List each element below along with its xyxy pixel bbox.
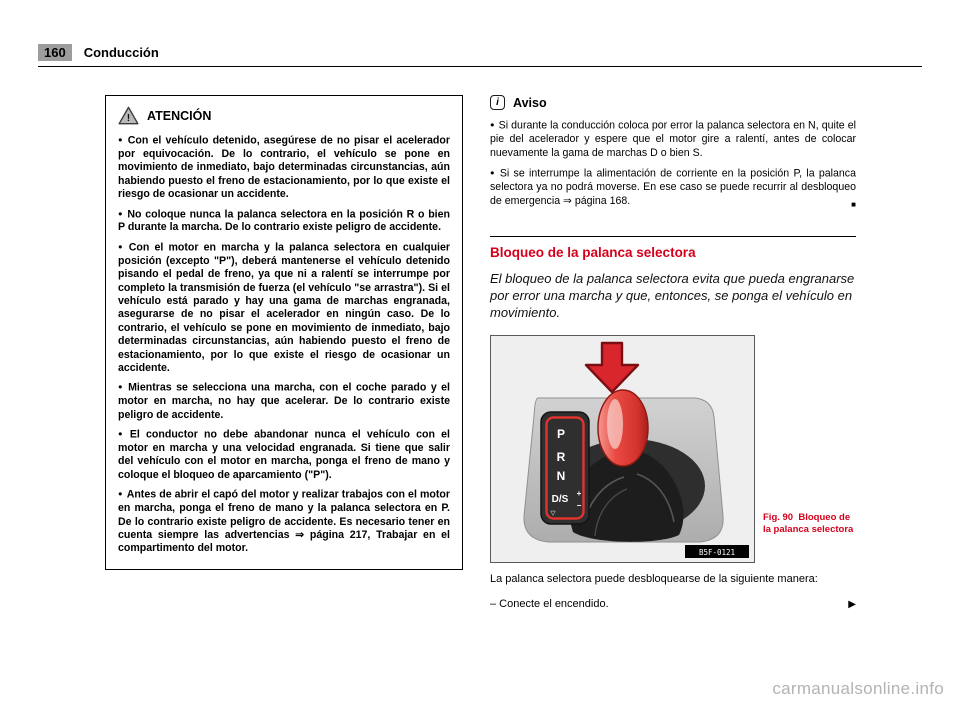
- attention-item-text: Mientras se selecciona una marcha, con el coche parado y el motor en marcha, no hay que acelerar. De lo contrario existe peligro de accidente.: [118, 381, 451, 421]
- figure-caption-text: Bloqueo de la palanca selectora: [763, 512, 854, 535]
- aviso-item-text: Si se interrumpe la alimentación de corriente en la posición P, la palanca selectora ya no podrá moverse. En ese caso se puede recurrir al desbloqueo de emergencia ⇒ página 168.: [490, 167, 856, 207]
- attention-item-text: El conductor no debe abandonar nunca el vehículo con el motor en marcha y una velocidad engranada. Si tiene que salir del vehículo con el motor en marcha, ponga el freno de mano y coloque el bloqueo de aparcamiento ("P").: [118, 428, 451, 481]
- section-intro: El bloqueo de la palanca selectora evita que pueda engranarse por error una marcha y que, entonces, se ponga el vehículo en movimiento.: [490, 271, 855, 320]
- knob-highlight: [607, 399, 623, 449]
- section-heading: Bloqueo de la palanca selectora: [490, 236, 856, 260]
- gear-position-n: N: [556, 469, 566, 483]
- attention-title-row: [118, 106, 450, 125]
- aviso-list: [490, 118, 856, 208]
- warning-triangle-icon: [118, 106, 139, 125]
- tiptronic-minus: −: [576, 501, 582, 510]
- unlock-intro-text: La palanca selectora puede desbloquearse de la siguiente manera:: [490, 573, 818, 585]
- attention-item-text: Con el vehículo detenido, asegúrese de no pisar el acelerador por equivocación. De lo contrario, el vehículo se pone en movimiento de inmediato, bajo determinadas circunstancias, aún habiendo puesto el freno de estacionamiento, por lo que existe el riesgo de ocasionar un accidente.: [118, 134, 450, 201]
- attention-item: [118, 207, 450, 235]
- attention-warning-box: [105, 95, 463, 570]
- image-code-text: B5F-0121: [698, 548, 736, 557]
- exclamation-glyph: !: [126, 113, 131, 125]
- bullet-icon: ●: [118, 429, 126, 439]
- chapter-title: Conducción: [83, 45, 159, 60]
- aviso-title: Aviso: [513, 95, 547, 110]
- step-text: – Conecte el encendido.: [490, 598, 609, 610]
- gear-position-p: P: [556, 427, 566, 441]
- aviso-item-text: Si durante la conducción coloca por error la palanca selectora en N, quite el pie del acelerador y espere que el motor gire a ralentí, antes de colocar nuevamente la gama de marchas D o bien S.: [490, 119, 857, 159]
- attention-item: [118, 240, 450, 376]
- info-icon: [490, 95, 505, 110]
- bullet-icon: ●: [490, 168, 496, 177]
- figure-caption-label: Fig. 90: [763, 512, 794, 523]
- tiptronic-plus: +: [576, 489, 582, 498]
- gear-position-r: R: [556, 450, 566, 464]
- attention-item: [118, 133, 450, 202]
- figure-row: [490, 335, 856, 563]
- bullet-icon: ●: [118, 241, 125, 251]
- right-column: [490, 95, 856, 610]
- attention-item-text: No coloque nunca la palanca selectora en la posición R o bien P durante la marcha. De lo contrario existe peligro de accidente.: [118, 208, 450, 234]
- watermark: carmanualsonline.info: [772, 679, 944, 698]
- gear-shifter-illustration: [491, 336, 754, 562]
- shiftlock-hint-icon: ▽: [550, 510, 556, 517]
- figure-caption: [763, 512, 856, 563]
- bullet-icon: ●: [118, 489, 123, 499]
- attention-item: [118, 427, 450, 482]
- attention-item: [118, 380, 450, 422]
- gear-knob: [598, 390, 648, 466]
- aviso-item: [490, 166, 856, 208]
- bullet-icon: ●: [490, 120, 495, 129]
- bullet-icon: ●: [118, 135, 124, 144]
- aviso-title-row: [490, 95, 856, 110]
- figure-90: [490, 335, 755, 563]
- info-glyph: i: [496, 97, 499, 108]
- bullet-icon: ●: [118, 208, 124, 218]
- attention-list: [118, 133, 450, 556]
- attention-item-text: Con el motor en marcha y la palanca selectora en cualquier posición (excepto "P"), deberá mantenerse el vehículo detenido pisando el pedal de freno, ya que ni a ralentí se interrumpe por completo la transmisión de fuerza (el vehículo "se arrastra"). Si el vehículo está parado y hay una gama de marchas engranada, asegurarse de no pisar el acelerador en ningún caso. De lo contrario, el vehículo se pone en movimiento de inmediato, bajo determinadas circunstancias, aún habiendo puesto el freno de estacionamiento, por lo que existe el riesgo de ocasionar un accidente.: [118, 241, 450, 374]
- attention-item: [118, 487, 450, 556]
- bullet-icon: ●: [118, 382, 125, 392]
- step-line: [490, 598, 856, 610]
- gear-position-ds: D/S: [551, 494, 569, 505]
- attention-item-text: Antes de abrir el capó del motor y realizar trabajos con el motor en marcha, ponga el freno de mano y la palanca selectora en P. De lo contrario existe peligro de accidente. Es necesario tener en cuenta siempre las advertencias ⇒ página 217, Trabajar en el compartimento del motor.: [118, 488, 450, 555]
- attention-title: ATENCIÓN: [147, 108, 212, 123]
- aviso-item: [490, 118, 856, 160]
- section-end-icon: ■: [851, 199, 856, 209]
- page-header: [38, 44, 922, 67]
- page-number: 160: [38, 44, 72, 61]
- page-continues-icon: ▶: [848, 598, 856, 610]
